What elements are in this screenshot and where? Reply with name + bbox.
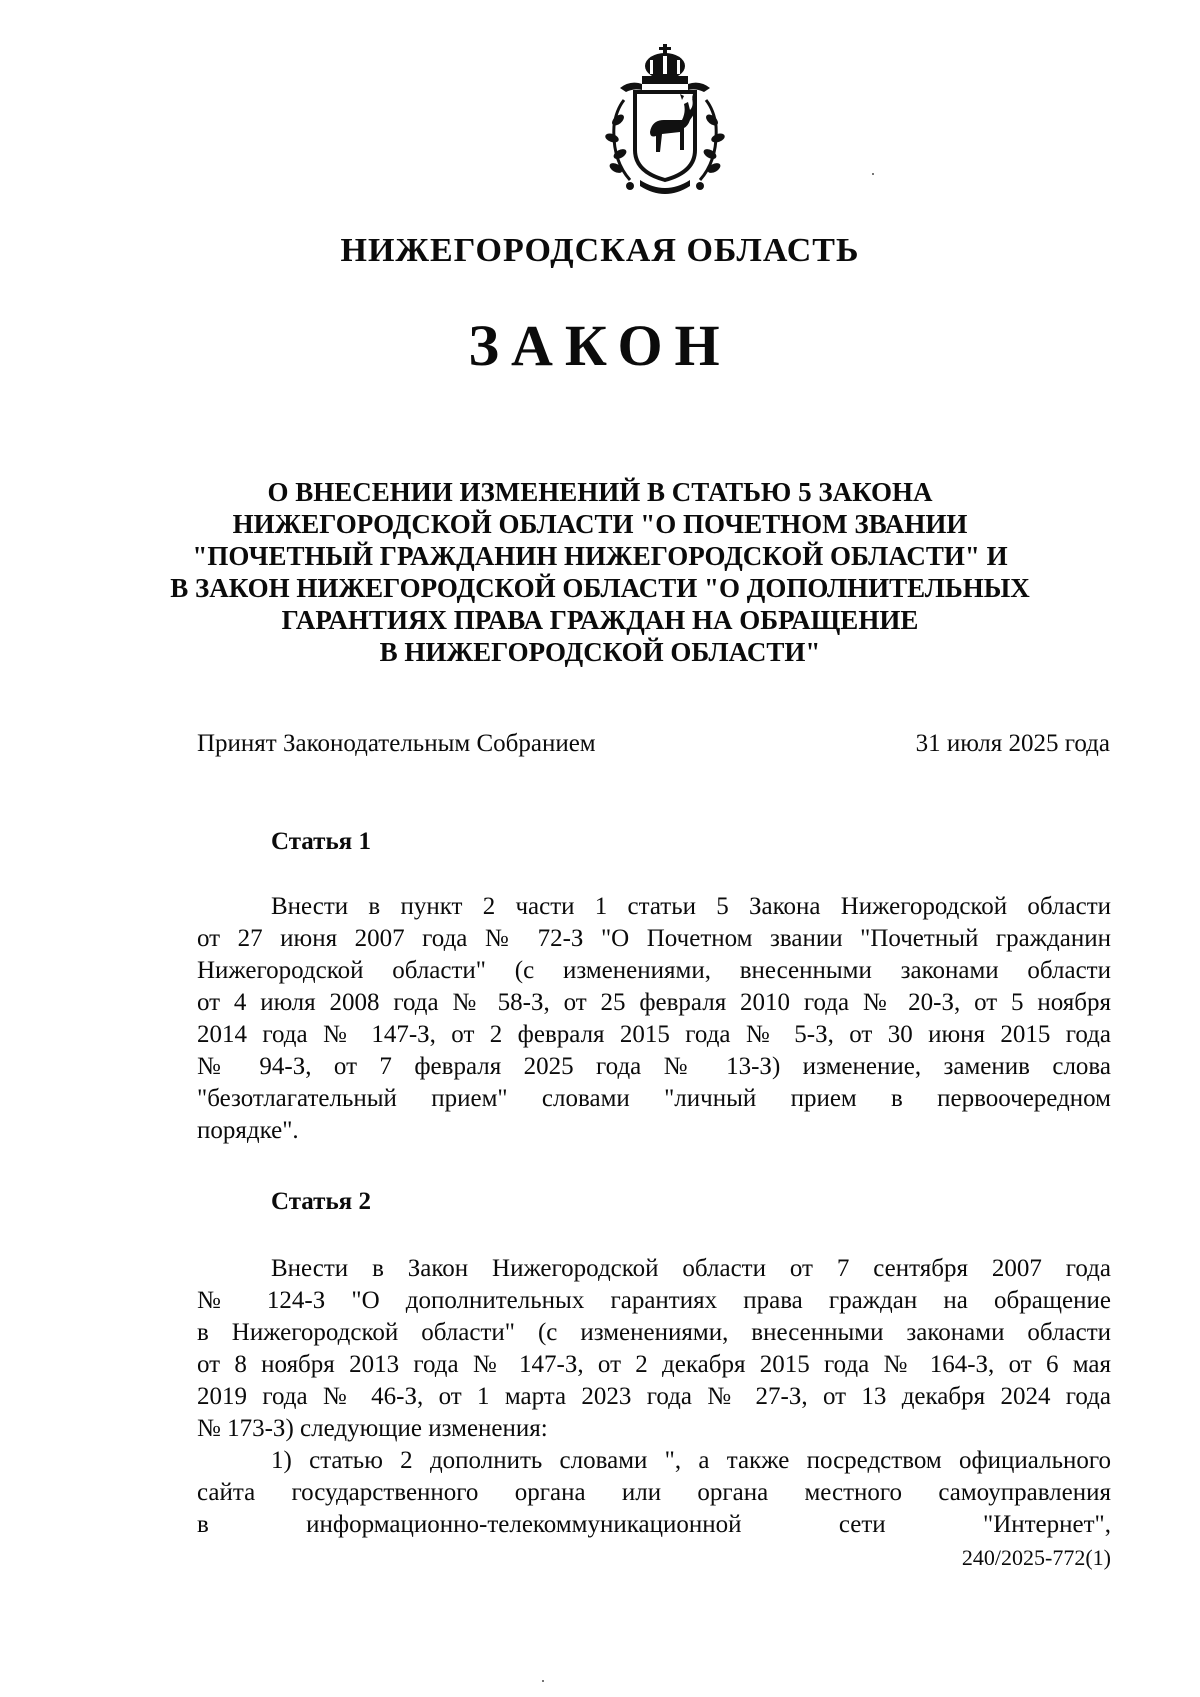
scan-speck [872,173,874,175]
text-line: 2019 года № 46-З, от 1 марта 2023 года № 27-З, от 13 декабря 2024 года [197,1383,1111,1410]
scan-speck [542,1680,544,1682]
adoption-statement: Принят Законодательным Собранием [197,730,596,757]
text-line: от 4 июля 2008 года № 58-З, от 25 февраля 2010 года № 20-З, от 5 ноября [197,989,1111,1016]
region-heading: НИЖЕГОРОДСКАЯ ОБЛАСТЬ [340,232,860,269]
text-line: порядке". [197,1117,299,1144]
document-number: 240/2025-772(1) [961,1545,1111,1570]
text-line: Внести в Закон Нижегородской области от 7 сентября 2007 года [271,1255,1111,1282]
text-line: № 173-З) следующие изменения: [197,1415,548,1442]
text-line: сайта государственного органа или органа местного самоуправления [197,1479,1111,1506]
text-line: в Нижегородской области" (с изменениями, внесенными законами области [197,1319,1111,1346]
text-line: от 8 ноября 2013 года № 147-З, от 2 декабря 2015 года № 164-З, от 6 мая [197,1351,1111,1378]
text-line: № 94-З, от 7 февраля 2025 года № 13-З) изменение, заменив слова [197,1053,1111,1080]
adoption-date: 31 июля 2025 года [915,730,1110,757]
text-line: в информационно-телекоммуникационной сети "Интернет", [197,1511,1111,1538]
document-type-heading: ЗАКОН [468,313,732,378]
law-title-line: В НИЖЕГОРОДСКОЙ ОБЛАСТИ" [379,637,821,667]
law-title-line: "ПОЧЕТНЫЙ ГРАЖДАНИН НИЖЕГОРОДСКОЙ ОБЛАСТИ" И [192,541,1008,571]
law-title-line: ГАРАНТИЯХ ПРАВА ГРАЖДАН НА ОБРАЩЕНИЕ [281,605,919,635]
text-line: Нижегородской области" (с изменениями, внесенными законами области [197,957,1111,984]
text-line: 2014 года № 147-З, от 2 февраля 2015 года № 5-З, от 30 июня 2015 года [197,1021,1111,1048]
article-2-text [197,1253,1111,1541]
article-1-text [197,891,1111,1147]
law-title-line: В ЗАКОН НИЖЕГОРОДСКОЙ ОБЛАСТИ "О ДОПОЛНИТЕЛЬНЫХ [170,573,1030,603]
text-line: 1) статью 2 дополнить словами ", а также посредством официального [271,1447,1111,1474]
article-1-heading: Статья 1 [271,828,371,855]
coat-of-arms-emblem [590,40,740,200]
law-title-line: О ВНЕСЕНИИ ИЗМЕНЕНИЙ В СТАТЬЮ 5 ЗАКОНА [267,477,933,507]
article-2-heading: Статья 2 [271,1188,371,1215]
text-line: от 27 июня 2007 года № 72-З "О Почетном звании "Почетный гражданин [197,925,1111,952]
law-title-line: НИЖЕГОРОДСКОЙ ОБЛАСТИ "О ПОЧЕТНОМ ЗВАНИИ [232,509,968,539]
text-line: "безотлагательный прием" словами "личный прием в первоочередном [197,1085,1111,1112]
law-title [150,476,1050,668]
text-line: Внести в пункт 2 части 1 статьи 5 Закона Нижегородской области [271,893,1111,920]
text-line: № 124-З "О дополнительных гарантиях права граждан на обращение [197,1287,1111,1314]
